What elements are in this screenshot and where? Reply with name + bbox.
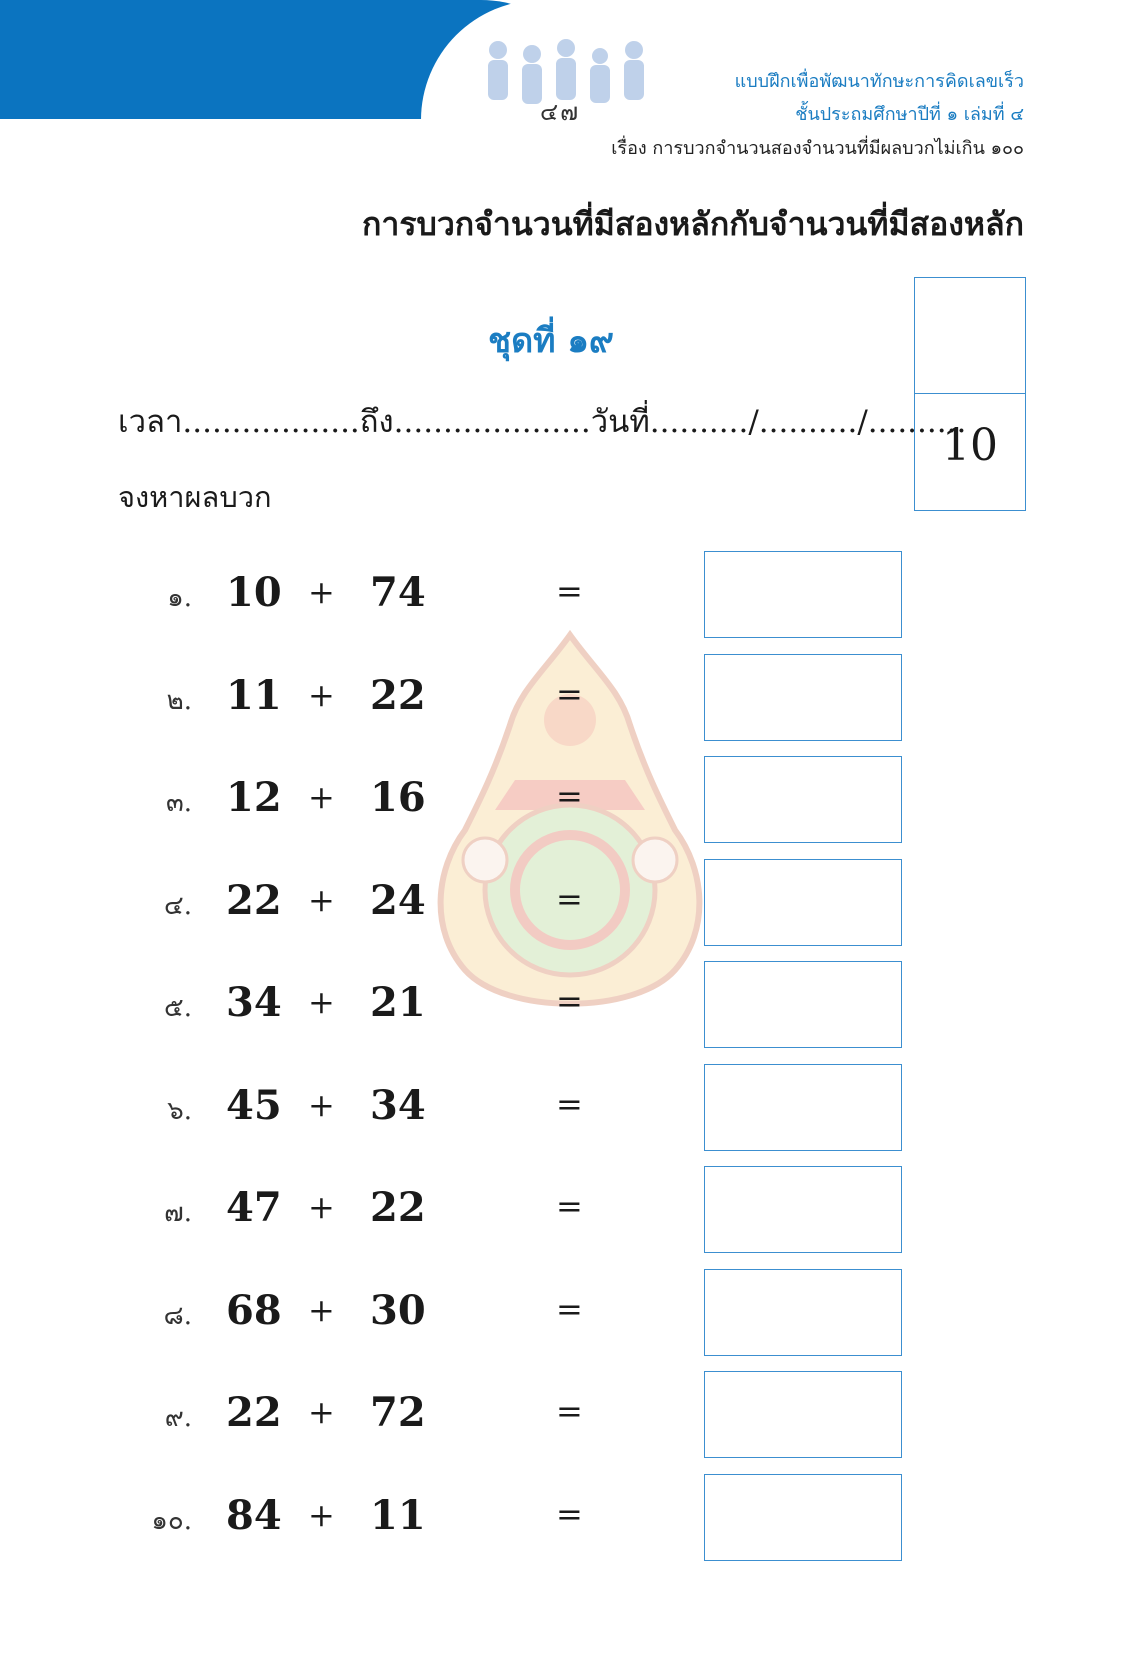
answer-box[interactable] bbox=[704, 756, 902, 843]
book-series-title: แบบฝึกเพื่อพัฒนาทักษะการคิดเลขเร็ว bbox=[734, 71, 1024, 92]
first-addend: 11 bbox=[226, 672, 282, 719]
second-addend: 24 bbox=[370, 877, 426, 924]
problem-row bbox=[0, 1474, 1142, 1564]
plus-sign: + bbox=[308, 1188, 335, 1226]
plus-sign: + bbox=[308, 881, 335, 919]
problem-number: ๗. bbox=[164, 1198, 192, 1228]
second-addend: 22 bbox=[370, 1184, 426, 1231]
score-box bbox=[914, 277, 1026, 511]
second-addend: 72 bbox=[370, 1389, 426, 1436]
first-addend: 34 bbox=[226, 979, 282, 1026]
answer-box[interactable] bbox=[704, 654, 902, 741]
equals-sign: = bbox=[556, 572, 583, 610]
problem-number: ๔. bbox=[164, 891, 192, 921]
problem-row bbox=[0, 1064, 1142, 1154]
second-addend: 22 bbox=[370, 672, 426, 719]
equals-sign: = bbox=[556, 777, 583, 815]
problem-number: ๑. bbox=[167, 583, 192, 613]
exercise-set-title: ชุดที่ ๑๙ bbox=[488, 321, 614, 361]
time-date-line: เวลา..................ถึง....................วันที่........../........../.......... bbox=[118, 404, 967, 440]
problem-number: ๖. bbox=[167, 1096, 192, 1126]
second-addend: 30 bbox=[370, 1287, 426, 1334]
first-addend: 12 bbox=[226, 774, 282, 821]
problem-row bbox=[0, 756, 1142, 846]
second-addend: 34 bbox=[370, 1082, 426, 1129]
problem-row bbox=[0, 859, 1142, 949]
problem-row bbox=[0, 1166, 1142, 1256]
answer-box[interactable] bbox=[704, 1269, 902, 1356]
problem-row bbox=[0, 551, 1142, 641]
equals-sign: = bbox=[556, 1495, 583, 1533]
equals-sign: = bbox=[556, 1085, 583, 1123]
problem-number: ๕. bbox=[164, 993, 192, 1023]
plus-sign: + bbox=[308, 778, 335, 816]
second-addend: 74 bbox=[370, 569, 426, 616]
topic-subtitle: เรื่อง การบวกจำนวนสองจำนวนที่มีผลบวกไม่เกิน ๑๐๐ bbox=[611, 138, 1024, 159]
equals-sign: = bbox=[556, 1187, 583, 1225]
page-title: การบวกจำนวนที่มีสองหลักกับจำนวนที่มีสองหลัก bbox=[361, 205, 1024, 243]
problem-number: ๑๐. bbox=[151, 1506, 192, 1536]
first-addend: 68 bbox=[226, 1287, 282, 1334]
problem-row bbox=[0, 1371, 1142, 1461]
second-addend: 11 bbox=[370, 1492, 426, 1539]
first-addend: 10 bbox=[226, 569, 282, 616]
score-total: 10 bbox=[942, 420, 998, 471]
problem-number: ๒. bbox=[166, 686, 192, 716]
second-addend: 21 bbox=[370, 979, 426, 1026]
equals-sign: = bbox=[556, 880, 583, 918]
grade-volume: ชั้นประถมศึกษาปีที่ ๑ เล่มที่ ๔ bbox=[795, 104, 1024, 125]
answer-box[interactable] bbox=[704, 1064, 902, 1151]
second-addend: 16 bbox=[370, 774, 426, 821]
plus-sign: + bbox=[308, 983, 335, 1021]
page-number: ๔๗ bbox=[540, 98, 581, 126]
answer-box[interactable] bbox=[704, 1371, 902, 1458]
first-addend: 84 bbox=[226, 1492, 282, 1539]
answer-box[interactable] bbox=[704, 1474, 902, 1561]
equals-sign: = bbox=[556, 675, 583, 713]
plus-sign: + bbox=[308, 1496, 335, 1534]
score-divider bbox=[915, 393, 1025, 394]
plus-sign: + bbox=[308, 1393, 335, 1431]
plus-sign: + bbox=[308, 573, 335, 611]
instruction-text: จงหาผลบวก bbox=[118, 480, 272, 514]
problem-row bbox=[0, 961, 1142, 1051]
problem-number: ๓. bbox=[165, 788, 192, 818]
problem-row bbox=[0, 1269, 1142, 1359]
plus-sign: + bbox=[308, 676, 335, 714]
plus-sign: + bbox=[308, 1086, 335, 1124]
answer-box[interactable] bbox=[704, 961, 902, 1048]
problem-number: ๙. bbox=[164, 1403, 192, 1433]
first-addend: 22 bbox=[226, 877, 282, 924]
plus-sign: + bbox=[308, 1291, 335, 1329]
answer-box[interactable] bbox=[704, 859, 902, 946]
problem-row bbox=[0, 654, 1142, 744]
answer-box[interactable] bbox=[704, 1166, 902, 1253]
problem-number: ๘. bbox=[163, 1301, 192, 1331]
equals-sign: = bbox=[556, 982, 583, 1020]
first-addend: 45 bbox=[226, 1082, 282, 1129]
equals-sign: = bbox=[556, 1392, 583, 1430]
first-addend: 47 bbox=[226, 1184, 282, 1231]
first-addend: 22 bbox=[226, 1389, 282, 1436]
answer-box[interactable] bbox=[704, 551, 902, 638]
equals-sign: = bbox=[556, 1290, 583, 1328]
